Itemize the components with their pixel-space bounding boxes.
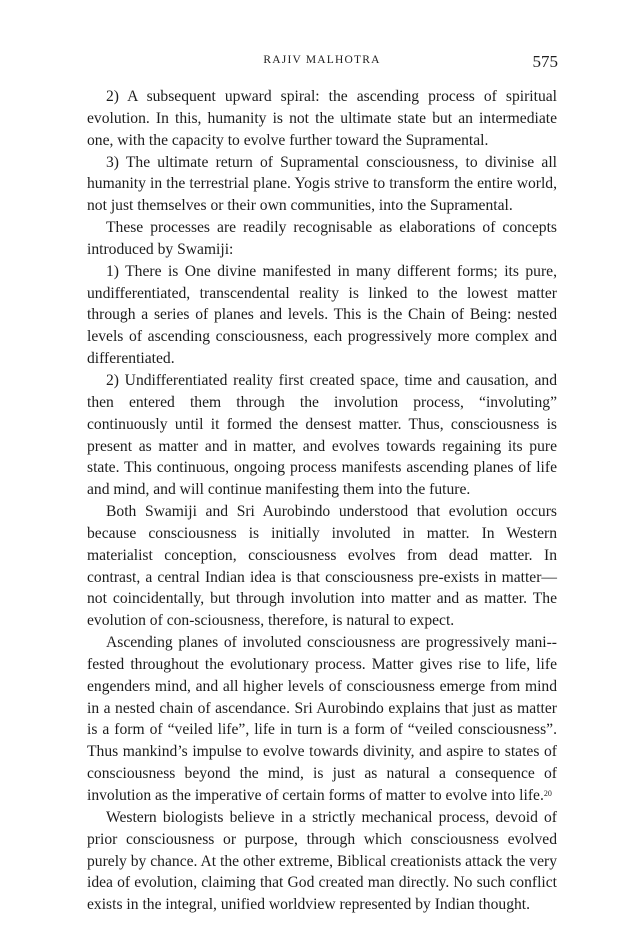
page-number: 575 <box>532 52 558 71</box>
paragraph-return: 3) The ultimate return of Supramental consciousness, to divinise all humanity in the terrestrial plane. Yogis strive to transform the entire world, not just themselves or their own communities, into the Supramental. <box>87 153 557 215</box>
footnote-reference[interactable]: 20 <box>543 789 552 798</box>
paragraph-biologists: Western biologists believe in a strictly mechanical process, devoid of prior consciousness or purpose, through which consciousness evolved purely by chance. At the other extreme, Biblical creationists attack the very idea of evolution, claiming that God created man directly. No such conflict exists in the integral, unified worldview represented by Indian thought. <box>87 808 557 914</box>
paragraph-one-divine: 1) There is One divine manifested in many different forms; its pure, undifferentiated, transcendental reality is linked to the lowest matter through a series of planes and levels. This is the Chain of Being: nested levels of ascending consciousness, each progressively more complex and differentiated. <box>87 262 557 368</box>
paragraph-ascending-planes-text: Ascending planes of involuted consciousness are progressively mani-fested throughout the evolutionary process. Matter gives rise to life, life engenders mind, and all higher levels of consciousness emerge from mind in a nested chain of ascendance. Sri Aurobindo explains that just as matter is a form of “veiled life”, life in turn is a form of “veiled consciousness”. Thus mankind’s impulse to evolve towards divinity, and aspire to states of consciousness beyond the mind, is just as natural a consequence of involution as the imperative of certain forms of matter to evolve into life. <box>87 634 557 804</box>
paragraph-ascending-planes <box>87 632 557 807</box>
paragraph-spiral: 2) A subsequent upward spiral: the ascending process of spiritual evolution. In this, humanity is not the ultimate state but an intermediate one, with the capacity to evolve further toward the Supramental. <box>87 88 557 149</box>
paragraph-processes: These processes are readily recognisable as elaborations of concepts introduced by Swamiji: <box>87 219 557 258</box>
paragraph-undifferentiated: 2) Undifferentiated reality first created space, time and causation, and then entered them through the involution process, “involuting” continuously until it formed the densest matter. Thus, consciousness is present as matter and in matter, and evolves towards regaining its pure state. This continuous, ongoing process manifests ascending planes of life and mind, and will continue manifesting them into the future. <box>87 371 557 499</box>
body-text <box>87 86 557 916</box>
running-head <box>86 52 558 72</box>
running-title: RAJIV MALHOTRA <box>263 54 381 66</box>
paragraph-evolution: Both Swamiji and Sri Aurobindo understood that evolution occurs because consciousness is initially involuted in matter. In Western materialist conception, consciousness evolves from dead matter. In contrast, a central Indian idea is that consciousness pre-exists in matter—not coincidentally, but through involution into matter and as matter. The evolution of con-sciousness, therefore, is natural to expect. <box>87 503 557 630</box>
